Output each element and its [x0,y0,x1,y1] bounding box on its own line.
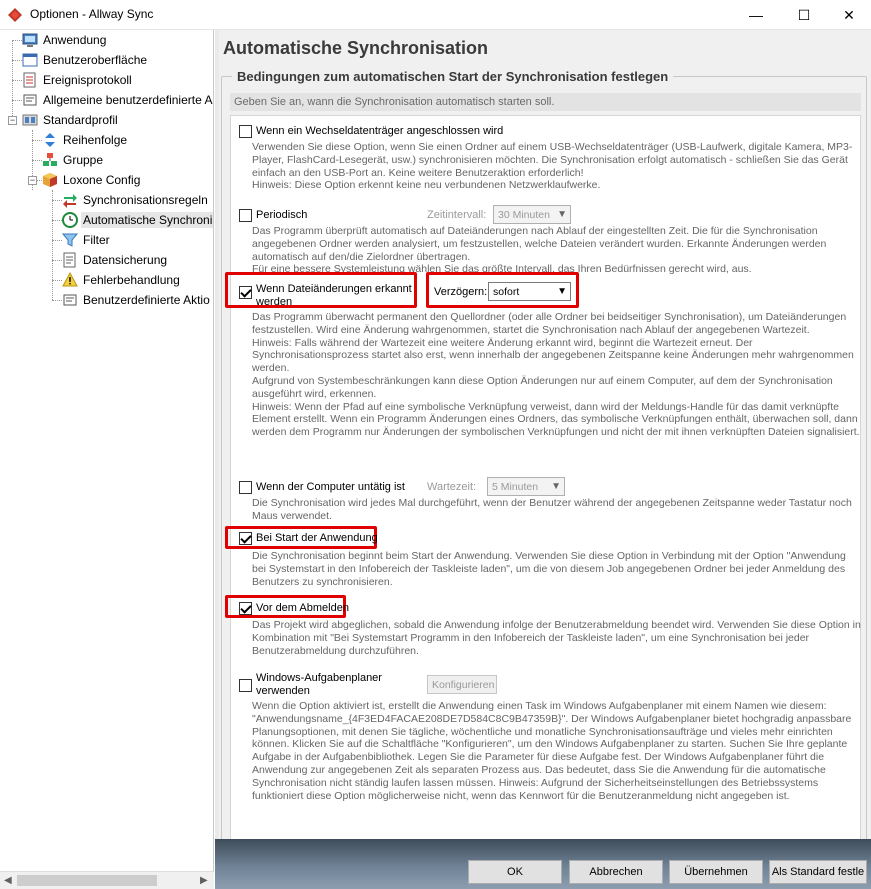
apply-button[interactable]: Übernehmen [669,860,763,884]
application-icon [22,32,38,48]
tree-item-synchronisationsregeln[interactable] [62,190,210,210]
chevron-down-icon: ▼ [557,209,567,220]
tree-item-datensicherung[interactable] [62,250,169,270]
tree-label: Gruppe [63,153,104,167]
loxone-config-collapse-icon[interactable]: − [29,175,36,185]
group-icon [42,152,58,168]
custom-action-icon [22,92,38,108]
sync-rules-icon [62,192,78,208]
tree-item-fehlerbehandlung[interactable] [62,270,182,290]
file-change-description: Das Programm überwacht permanent den Quellordner (oder alle Ordner bei beidseitiger Synchronisation), um Dateiänderungen festzustellen. Wird eine Änderung wahrgenommen, startet die Synchronisation nach Ablauf der angegebenen Wartezeit. Hinweis: Falls während der Wartezeit eine weitere Änderung erkannt wird, beginnt die Wartezeit erneut. Der Synchronisationsprozess startet also erst, wenn innerhalb der angegebenen Zeitspanne keine Änderungen mehr wahrgenommen werden. Aufgrund von Systembeschränkungen kann diese Option Änderungen nur auf einem Computer, auf dem der Synchronisation ausgeführt wird, erkennen. Hinweis: Wenn der Pfad auf eine symbolische Verknüpfung verweist, dann wird der Meldungs-Handle für das damit verknüpfte Element erstellt. Wenn ein Programm Änderungen eines Ordners, das symbolische Verknüpfungen enthält, überwachen soll, dann werden dem Programm nur Änderungen der symbolischen Verknüpfungen und nicht der mit ihnen verknüpften Dateien signalisiert. [252,311,860,439]
main-panel [215,30,871,889]
scroll-right-icon[interactable]: ▶ [200,875,208,886]
filter-icon [62,232,78,248]
page-title: Automatische Synchronisation [223,38,489,58]
options-tree[interactable] [0,30,214,871]
cube-icon [42,172,58,188]
button-bar [215,839,871,889]
tree-label: Fehlerbehandlung [83,273,180,287]
logoff-description: Das Projekt wird abgeglichen, sobald die Anwendung infolge der Benutzerabmeldung beendet wird. Verwenden Sie diese Option in Kombination mit "Bei Systemstart Programm in den Infobereich der Taskleiste laden", um eine Synchronisation bei jeder Benutzerabmeldung durchzuführen. [252,619,861,657]
app-start-checkbox[interactable] [239,532,252,545]
tree-item-filter[interactable] [62,230,112,250]
window-icon [22,52,38,68]
periodic-label[interactable]: Periodisch [256,209,308,221]
tree-label: Benutzerdefinierte Aktio [83,293,210,307]
tree-label: Automatische Synchroni [83,213,213,227]
configure-button[interactable]: Konfigurieren [427,675,497,694]
tree-horizontal-scrollbar[interactable] [0,871,214,889]
tree-item-automatische-synchronisation[interactable] [62,210,214,230]
minimize-button[interactable]: — [749,7,763,23]
tree-item-benutzerdefinierte-aktionen[interactable] [62,290,212,310]
window-title: Optionen - Allway Sync [30,7,154,21]
wait-select[interactable]: 5 Minuten ▼ [487,477,565,496]
removable-checkbox[interactable] [239,125,252,138]
conditions-group [221,69,867,861]
logoff-label[interactable]: Vor dem Abmelden [256,602,349,614]
group-title: Bedingungen zum automatischen Start der Synchronisation festlegen [232,69,673,84]
interval-select[interactable]: 30 Minuten ▼ [493,205,571,224]
file-change-checkbox[interactable] [239,286,252,299]
tree-item-gruppe[interactable] [42,150,105,170]
tree-label: Anwendung [43,33,107,47]
scheduler-checkbox[interactable] [239,679,252,692]
ok-button[interactable]: OK [468,860,562,884]
close-button[interactable]: ✕ [843,6,855,23]
clock-icon [62,212,78,228]
cancel-button[interactable]: Abbrechen [569,860,663,884]
removable-description: Verwenden Sie diese Option, wenn Sie einen Ordner auf einem USB-Wechseldatenträger (USB-Laufwerk, digitale Kamera, MP3-Player, FlashCard-Lesegerät, usw.) synchronisieren möchten. Die Synchronisation erfolgt automatisch - schließen Sie das Gerät einfach an den USB-Port an. Keine weitere Benutzeraktion erforderlich! Hinweis: Diese Option erkennt keine neu verbundenen Netzwerklaufwerke. [252,141,853,192]
title-bar [0,0,871,30]
options-list [230,115,861,856]
tree-label: Filter [83,233,110,247]
idle-checkbox[interactable] [239,481,252,494]
tree-item-allgemeine-aktionen[interactable] [22,90,214,110]
tree-label: Allgemeine benutzerdefinierte A [43,93,213,107]
tree-label: Synchronisationsregeln [83,193,208,207]
delay-label: Verzögern: [434,286,488,298]
app-start-label[interactable]: Bei Start der Anwendung [256,532,378,544]
idle-description: Die Synchronisation wird jedes Mal durchgeführt, wenn der Benutzer während der angegebenen Zeitspanne weder Tastatur noch Maus verwendet. [252,497,852,522]
file-change-label[interactable]: Wenn Dateiänderungen erkannt werden [256,283,412,308]
tree-label: Datensicherung [83,253,168,267]
removable-label[interactable]: Wenn ein Wechseldatenträger angeschlossen wird [256,125,504,137]
profile-icon [22,112,38,128]
tree-label: Reihenfolge [63,133,128,147]
standardprofil-collapse-icon[interactable]: − [9,115,16,125]
scheduler-label[interactable]: Windows-Aufgabenplaner verwenden [256,672,382,697]
app-start-description: Die Synchronisation beginnt beim Start der Anwendung. Verwenden Sie diese Option in Verbindung mit der Option "Anwendung bei Systemstart in den Infobereich der Taskleiste laden", um die von diesem Job angegebenen Ordner bei jeder Anmeldung des Benutzers zu synchronisieren. [252,550,846,588]
tree-item-ereignisprotokoll[interactable] [22,70,134,90]
warning-icon [62,272,78,288]
wait-label: Wartezeit: [427,481,477,493]
interval-label: Zeitintervall: [427,209,487,221]
tree-item-reihenfolge[interactable] [42,130,129,150]
tree-label: Ereignisprotokoll [43,73,132,87]
periodic-description: Das Programm überprüft automatisch auf Dateiänderungen nach Ablauf der eingestellten Zeit. Die für die Synchronisation angegebenen Ordner werden analysiert, um festzustellen, welche Dateien verändert wurden. Erkannte Änderungen werden automatisch auf den/die Zielordner übertragen. Für eine bessere Systemleistung wählen Sie das größte Intervall, das Ihren Bedürfnissen gerecht wird, aus. [252,225,827,276]
logoff-checkbox[interactable] [239,602,252,615]
scroll-left-icon[interactable]: ◀ [4,875,12,886]
periodic-checkbox[interactable] [239,209,252,222]
tree-item-anwendung[interactable] [22,30,108,50]
scrollbar-thumb[interactable] [17,875,157,886]
delay-select[interactable]: sofort ▼ [488,282,571,301]
tree-label: Standardprofil [43,113,118,127]
chevron-down-icon: ▼ [557,286,567,297]
tree-item-loxone-config[interactable] [42,170,142,190]
tree-label: Loxone Config [63,173,141,187]
order-arrows-icon [42,132,58,148]
backup-icon [62,252,78,268]
allway-sync-app-icon [7,7,23,23]
tree-item-benutzeroberflaeche[interactable] [22,50,149,70]
maximize-button[interactable]: ☐ [797,6,811,23]
custom-action-icon [62,292,78,308]
log-icon [22,72,38,88]
idle-label[interactable]: Wenn der Computer untätig ist [256,481,405,493]
scheduler-description: Wenn die Option aktiviert ist, erstellt die Anwendung einen Task im Windows Aufgabenplaner mit einem Namen wie diesem: "Anwendungsname_{4F3ED4FACAE208DE7D584C8C9B47359B}". Der Windows Aufgabenplaner bietet hochgradig anpassbare Planungsoptionen, mit denen Sie tägliche, wöchentliche und monatliche Synchronisationsaufträge und vieles mehr einrichten können. Klicken Sie auf die Schaltfläche "Konfigurieren", um den Windows Aufgabenplaner zu starten. Suchen Sie Ihre geplante Aufgabe in der Aufgabenbibliothek. Legen Sie die Parameter für diese Aufgabe fest. Der Windows Aufgabenplaner führt die Anwendung zur angegebenen Zeit als separaten Prozess aus. Das bedeutet, dass Sie die Anwendung für die automatische Synchronisation nicht ständig laufen lassen müssen. Hinweis: Aufgrund der Sicherheitseinstellungen des Betriebssystems funktioniert diese Option möglicherweise nicht, wenn das Kennwort für die Benutzeranmeldung nicht angegeben ist. [252,700,852,802]
tree-label: Benutzeroberfläche [43,53,148,67]
tree-item-standardprofil[interactable] [22,110,120,130]
chevron-down-icon: ▼ [551,481,561,492]
set-default-button[interactable]: Als Standard festle [769,860,867,884]
group-description: Geben Sie an, wann die Synchronisation automatisch starten soll. [230,93,861,111]
